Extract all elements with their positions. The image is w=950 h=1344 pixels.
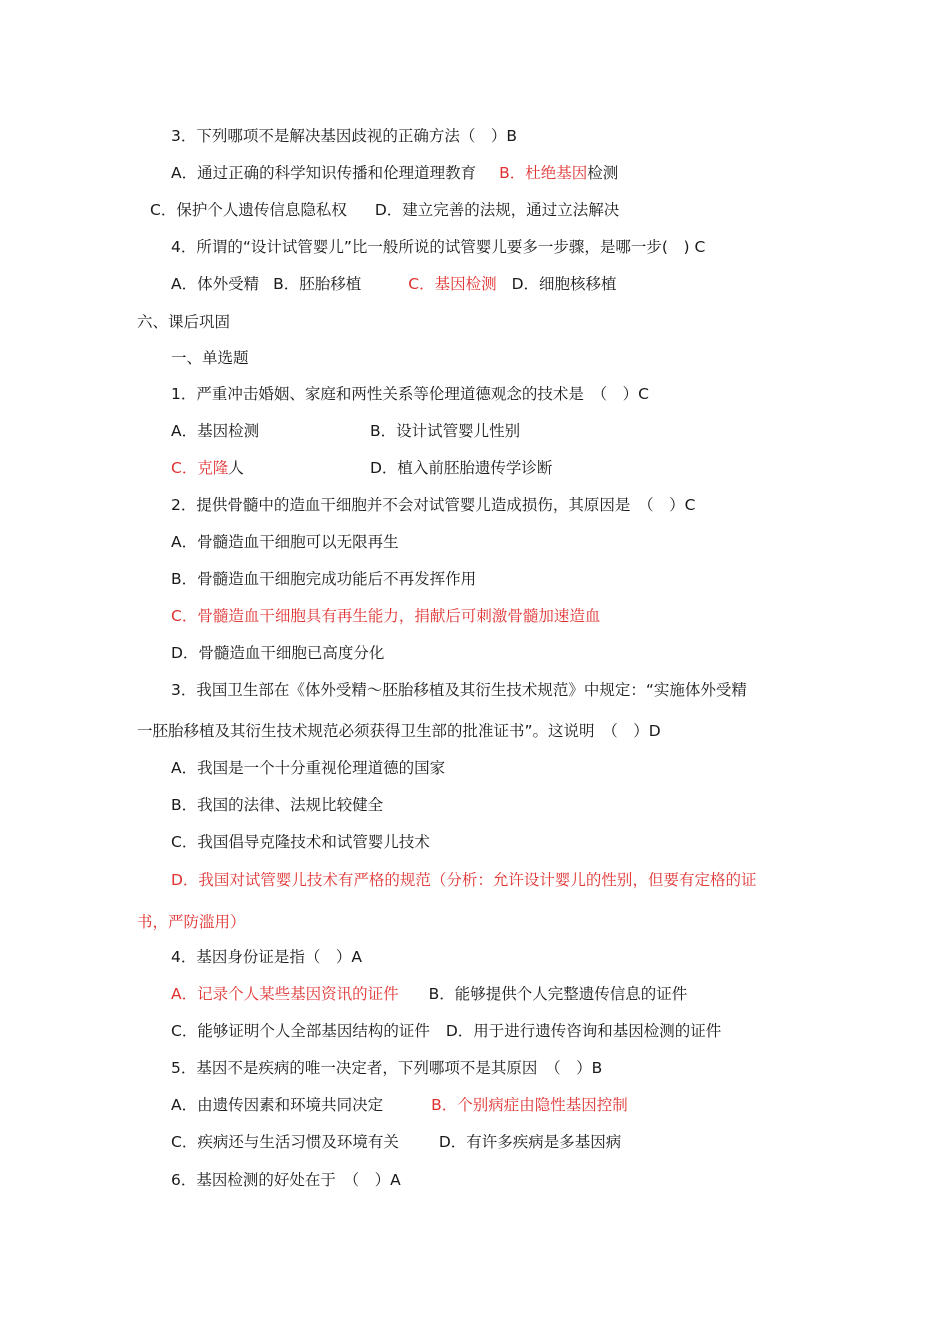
intro-q3-option-a: A．通过正确的科学知识传播和伦理道理教育 <box>171 164 477 182</box>
q4-option-a-answer: A．记录个人某些基因资讯的证件 <box>171 985 399 1003</box>
q2-option-a: A．骨髓造血干细胞可以无限再生 <box>171 533 399 551</box>
q3-option-d-answer-line-1: D．我国对试管婴儿技术有严格的规范（分析：允许设计婴儿的性别，但要有定格的证 <box>171 871 757 889</box>
section-subtitle: 一、单选题 <box>171 349 249 367</box>
q5-options-ab <box>171 1095 628 1115</box>
intro-q3-option-c: C．保护个人遗传信息隐私权 <box>150 201 347 219</box>
q4-options-ab <box>171 984 687 1004</box>
q3-option-a: A．我国是一个十分重视伦理道德的国家 <box>171 759 446 777</box>
q3-stem-line-2: 一胚胎移植及其衍生技术规范必须获得卫生部的批准证书”。这说明 （ ）D <box>137 722 661 740</box>
q1-option-c-answer: C．克隆 <box>171 459 229 477</box>
q4-option-c: C．能够证明个人全部基因结构的证件 <box>171 1022 430 1040</box>
intro-q4-option-a: A．体外受精 <box>171 275 260 293</box>
q3-stem-line-1: 3．我国卫生部在《体外受精～胚胎移植及其衍生技术规范》中规定：“实施体外受精 <box>171 681 747 699</box>
q3-option-c: C．我国倡导克隆技术和试管婴儿技术 <box>171 833 430 851</box>
intro-q4-option-d: D．细胞核移植 <box>511 275 617 293</box>
intro-q3-option-b-answer: B．杜绝基因 <box>499 164 588 182</box>
q1-option-c <box>171 458 244 478</box>
intro-q4-option-c-answer: C．基因检测 <box>408 275 497 293</box>
q3-option-b: B．我国的法律、法规比较健全 <box>171 796 384 814</box>
intro-q3-options-ab <box>171 163 618 183</box>
q5-option-c: C．疾病还与生活习惯及环境有关 <box>171 1133 399 1151</box>
q1-option-c-tail: 人 <box>228 459 244 477</box>
q5-option-b-answer: B．个别病症由隐性基因控制 <box>431 1096 628 1114</box>
intro-q4-options <box>171 274 617 294</box>
q2-stem: 2．提供骨髓中的造血干细胞并不会对试管婴儿造成损伤，其原因是 （ ）C <box>171 496 696 514</box>
intro-q4-option-b: B．胚胎移植 <box>273 275 362 293</box>
q5-option-a: A．由遗传因素和环境共同决定 <box>171 1096 384 1114</box>
q5-option-d: D．有许多疾病是多基因病 <box>438 1133 622 1151</box>
q1-stem: 1．严重冲击婚姻、家庭和两性关系等伦理道德观念的技术是 （ ）C <box>171 385 649 403</box>
q4-option-b: B．能够提供个人完整遗传信息的证件 <box>428 985 688 1003</box>
intro-q3-option-d: D．建立完善的法规，通过立法解决 <box>374 201 620 219</box>
q6-stem: 6．基因检测的好处在于 （ ）A <box>171 1171 401 1189</box>
q5-options-cd <box>171 1132 621 1152</box>
q2-option-d: D．骨髓造血干细胞已高度分化 <box>171 644 385 662</box>
q1-option-a: A．基因检测 <box>171 422 260 440</box>
q5-stem: 5．基因不是疾病的唯一决定者，下列哪项不是其原因 （ ）B <box>171 1059 603 1077</box>
q3-option-d-answer-line-2: 书，严防滥用） <box>137 913 246 931</box>
q1-option-b: B．设计试管婴儿性别 <box>370 422 521 440</box>
q4-stem: 4．基因身份证是指（ ）A <box>171 948 362 966</box>
intro-q3-stem: 3．下列哪项不是解决基因歧视的正确方法（ ）B <box>171 127 517 145</box>
intro-q3-option-b-tail: 检测 <box>587 164 619 182</box>
section-title: 六、课后巩固 <box>137 313 231 331</box>
q4-options-cd <box>171 1021 721 1041</box>
q1-option-d: D．植入前胚胎遗传学诊断 <box>370 459 553 477</box>
q4-option-d: D．用于进行遗传咨询和基因检测的证件 <box>445 1022 722 1040</box>
intro-q4-stem: 4．所谓的“设计试管婴儿”比一般所说的试管婴儿要多一步骤，是哪一步( ) C <box>171 238 706 256</box>
intro-q3-options-cd <box>150 200 619 220</box>
q2-option-b: B．骨髓造血干细胞完成功能后不再发挥作用 <box>171 570 477 588</box>
q2-option-c-answer: C．骨髓造血干细胞具有再生能力，捐献后可刺激骨髓加速造血 <box>171 607 601 625</box>
